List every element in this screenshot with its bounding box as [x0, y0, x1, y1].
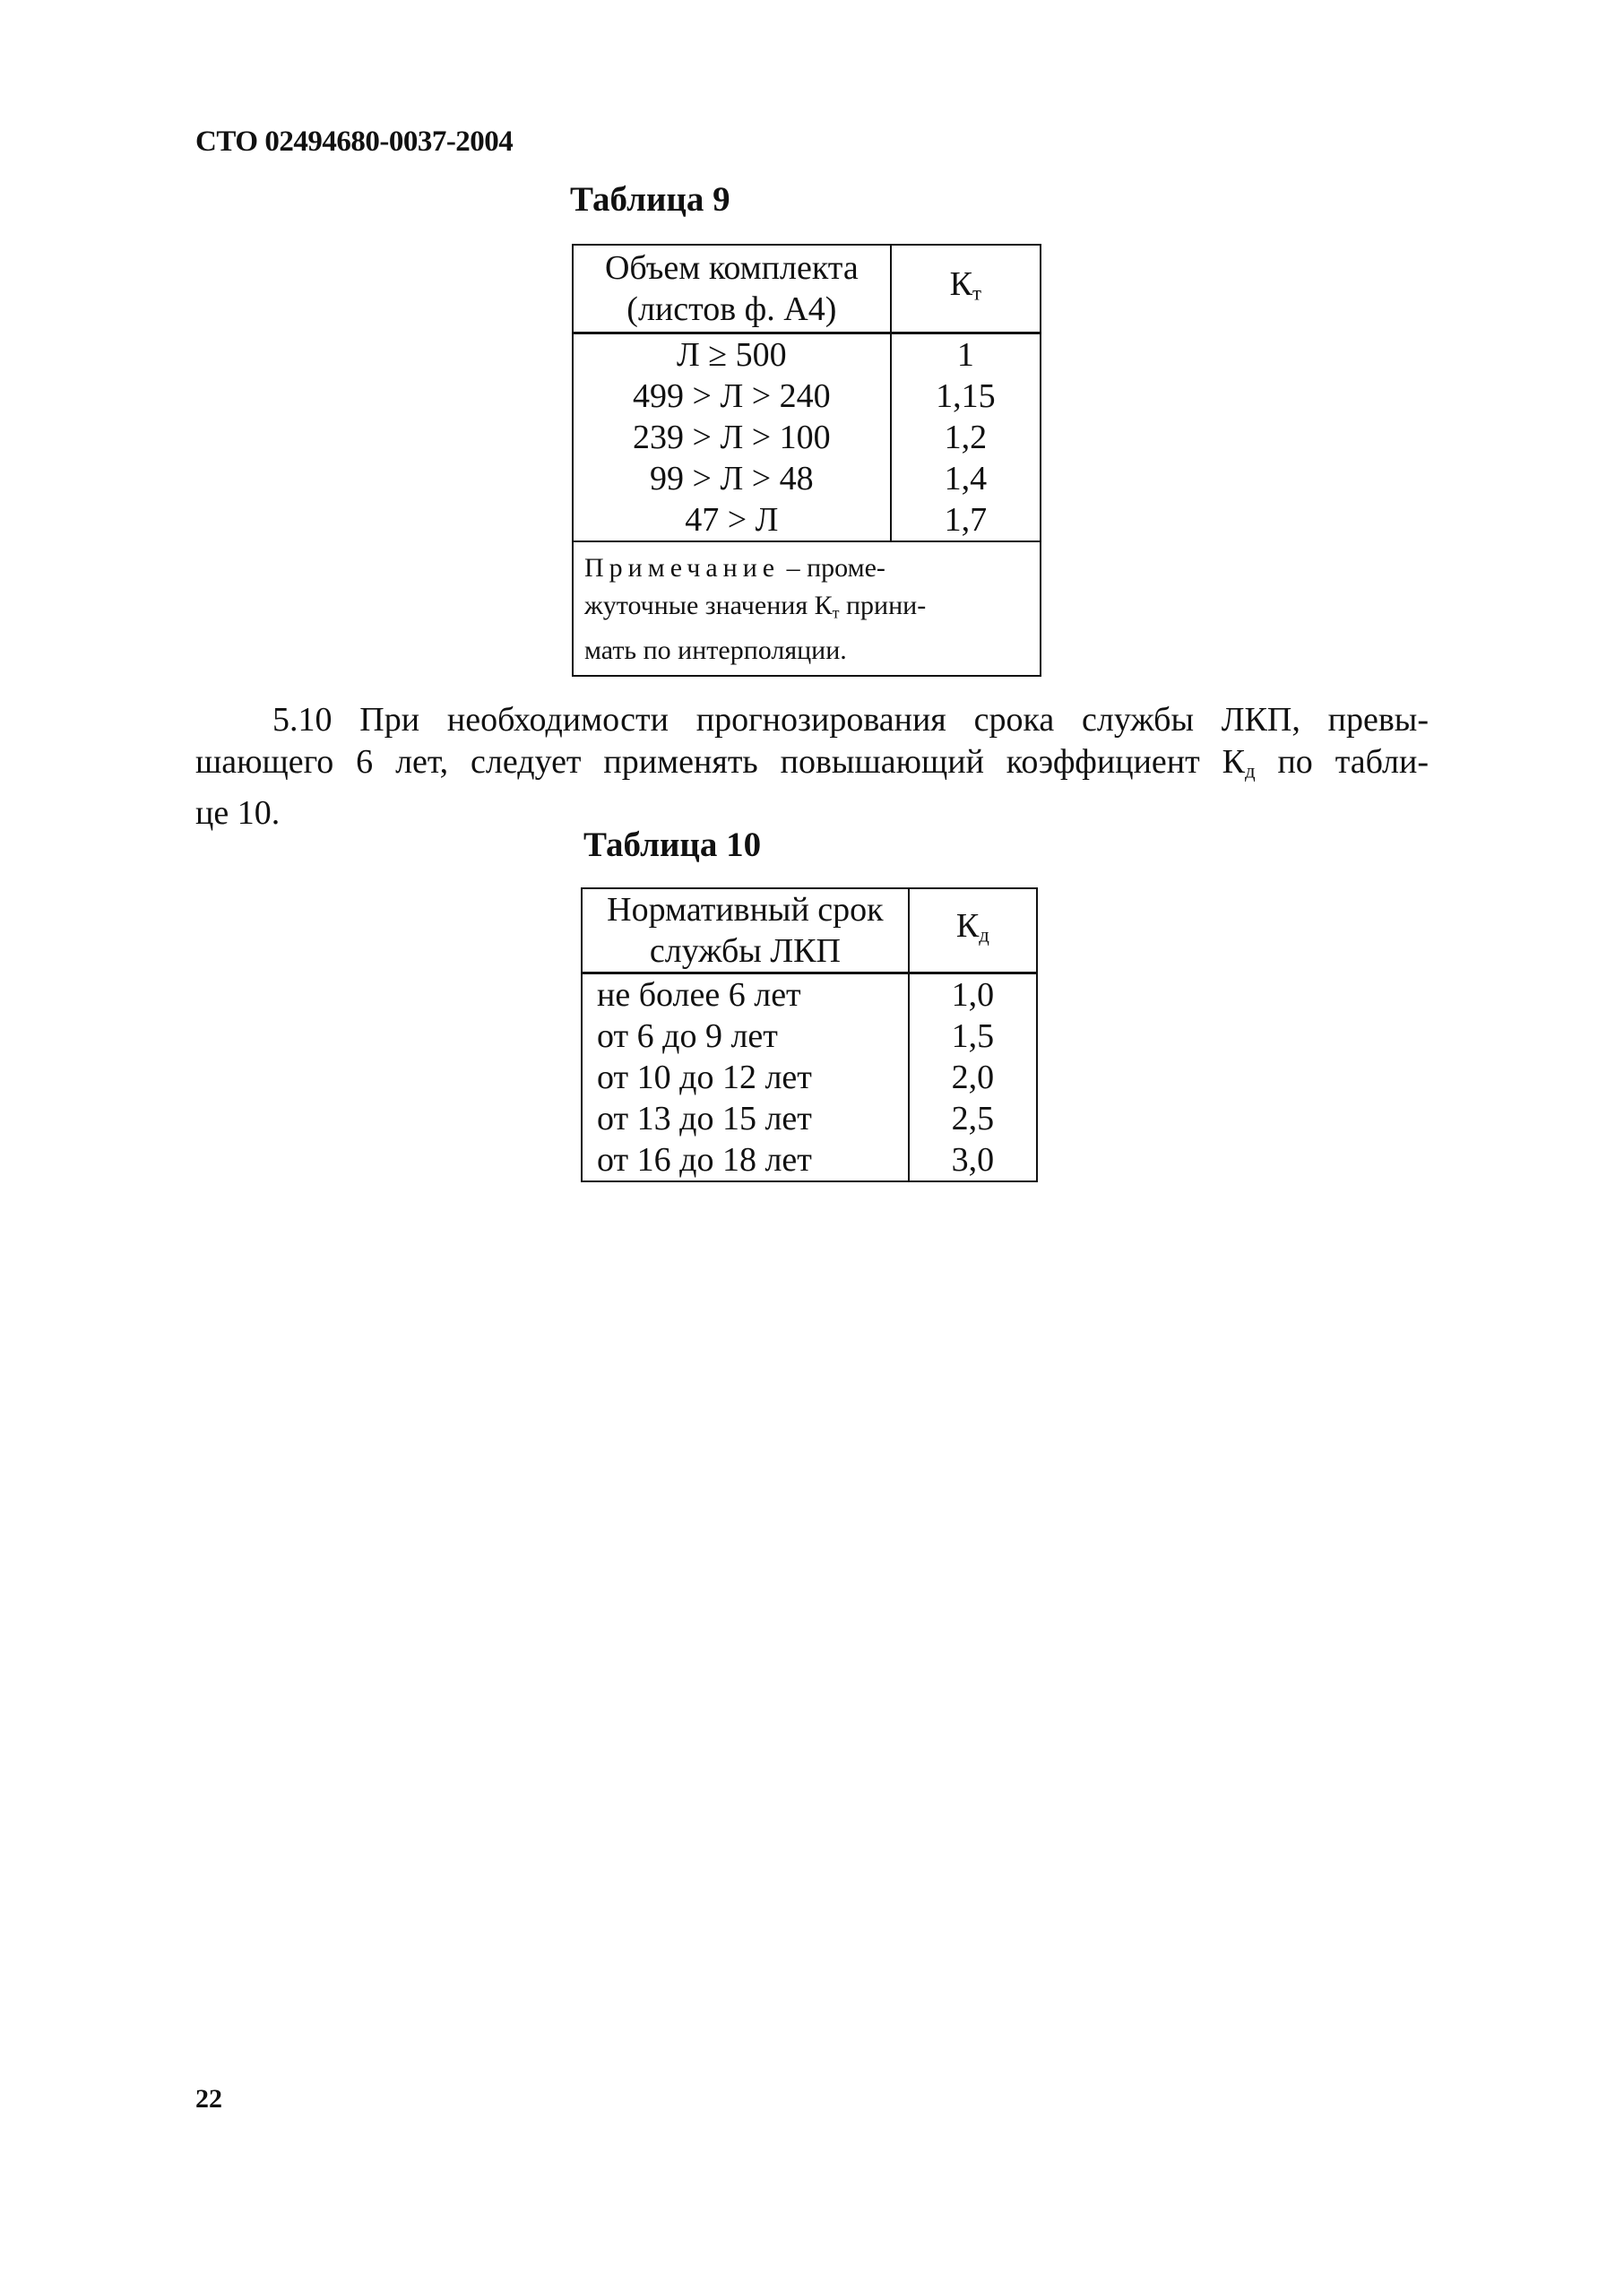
header-line: Нормативный срок — [607, 891, 884, 929]
period-cell: от 10 до 12 лет — [582, 1057, 909, 1098]
kd-cell: 2,0 — [909, 1057, 1037, 1098]
kd-cell: 2,5 — [909, 1098, 1037, 1139]
kt-cell: 1,2 — [891, 417, 1041, 458]
header-symbol: К — [949, 264, 973, 303]
table-10 — [581, 887, 1038, 1182]
volume-cell: 47 > Л — [573, 499, 891, 541]
kd-cell: 1,5 — [909, 1016, 1037, 1057]
note-text: жуточные значения К — [584, 591, 833, 620]
header-line: Объем комплекта — [604, 249, 859, 287]
paragraph-text: по табли- — [1255, 743, 1429, 781]
table-9-note — [573, 541, 1041, 676]
page-number: 22 — [195, 2084, 222, 2114]
table-9 — [572, 244, 1041, 677]
note-text: – проме- — [780, 553, 885, 583]
document-code: СТО 02494680-0037-2004 — [195, 125, 514, 158]
table-row — [582, 1016, 1037, 1057]
table-10-header-kd — [909, 888, 1037, 973]
kd-cell: 1,0 — [909, 973, 1037, 1016]
table-row — [573, 458, 1041, 499]
header-symbol: К — [955, 906, 980, 945]
kd-cell: 3,0 — [909, 1139, 1037, 1181]
header-line: (листов ф. А4) — [626, 290, 837, 328]
volume-cell: 99 > Л > 48 — [573, 458, 891, 499]
table-row — [573, 417, 1041, 458]
period-cell: не более 6 лет — [582, 973, 909, 1016]
paragraph-line: це 10. — [195, 793, 281, 832]
paragraph-line — [195, 741, 1429, 792]
table-row — [582, 1139, 1037, 1181]
paragraph-subscript: д — [1244, 759, 1256, 783]
header-subscript: т — [972, 281, 981, 305]
table-10-caption: Таблица 10 — [583, 826, 762, 864]
note-text: мать по интерполяции. — [584, 635, 847, 665]
table-9-header-kt — [891, 245, 1041, 333]
volume-cell: 239 > Л > 100 — [573, 417, 891, 458]
table-row — [573, 376, 1041, 417]
paragraph-text: шающего 6 лет, следует применять повышающий коэффициент К — [195, 743, 1245, 781]
volume-cell: Л ≥ 500 — [573, 333, 891, 376]
note-text: прини- — [839, 591, 927, 620]
paragraph-line: 5.10 При необходимости прогнозирования срока службы ЛКП, превы- — [272, 701, 1429, 739]
table-10-header-period — [582, 888, 909, 973]
table-row — [582, 973, 1037, 1016]
table-row — [582, 1098, 1037, 1139]
table-9-caption: Таблица 9 — [570, 180, 730, 219]
kt-cell: 1,7 — [891, 499, 1041, 541]
table-row — [582, 1057, 1037, 1098]
period-cell: от 13 до 15 лет — [582, 1098, 909, 1139]
kt-cell: 1 — [891, 333, 1041, 376]
note-subscript: т — [832, 603, 840, 622]
header-subscript: д — [979, 923, 989, 947]
table-9-header-volume — [573, 245, 891, 333]
paragraph-5-10 — [195, 699, 1429, 835]
kt-cell: 1,4 — [891, 458, 1041, 499]
table-9-header-row — [573, 245, 1041, 333]
table-row — [573, 333, 1041, 376]
table-10-header-row — [582, 888, 1037, 973]
volume-cell: 499 > Л > 240 — [573, 376, 891, 417]
period-cell: от 6 до 9 лет — [582, 1016, 909, 1057]
header-line: службы ЛКП — [649, 932, 841, 970]
kt-cell: 1,15 — [891, 376, 1041, 417]
note-label: Примечание — [584, 553, 781, 583]
period-cell: от 16 до 18 лет — [582, 1139, 909, 1181]
table-row — [573, 499, 1041, 541]
table-9-note-row — [573, 541, 1041, 676]
